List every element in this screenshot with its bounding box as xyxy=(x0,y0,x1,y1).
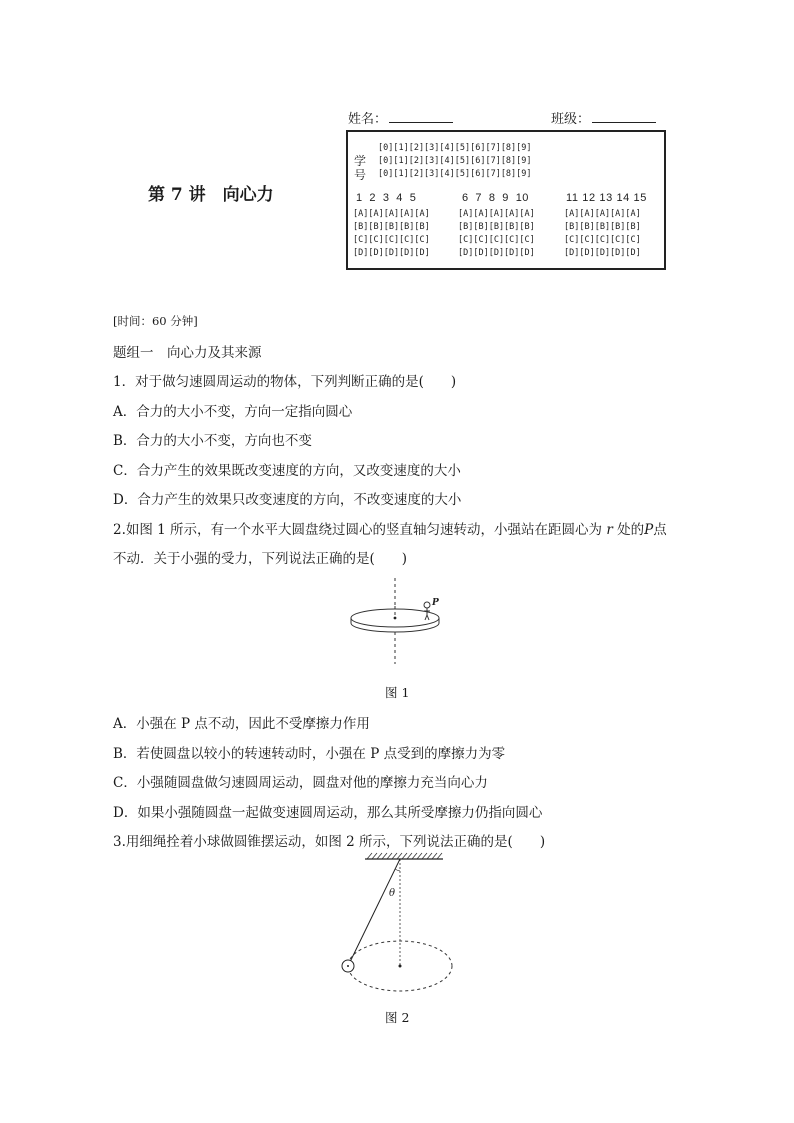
name-label: 姓名： xyxy=(348,112,388,127)
question-numbers-6-10: 6 7 8 9 10 xyxy=(462,192,529,204)
choice-row-c-group1[interactable]: [C][C][C][C][C] xyxy=(353,235,430,245)
figure-2-conical-pendulum xyxy=(335,852,465,1002)
figure-2-caption: 图 2 xyxy=(385,1010,410,1025)
student-id-label-bottom: 号 xyxy=(354,168,367,182)
q1-option-c[interactable]: C．合力产生的效果既改变速度的方向，又改变速度的大小 xyxy=(113,463,461,479)
choice-row-d-group3[interactable]: [D][D][D][D][D] xyxy=(564,248,641,258)
disc-center-dot xyxy=(394,617,397,620)
theta-label: θ xyxy=(389,888,396,899)
figure-1-caption: 图 1 xyxy=(385,685,410,700)
choice-row-c-group3[interactable]: [C][C][C][C][C] xyxy=(564,235,641,245)
q1-option-a[interactable]: A．合力的大小不变，方向一定指向圆心 xyxy=(113,404,353,420)
student-id-row-2[interactable]: [0][1][2][3][4][5][6][7][8][9] xyxy=(378,156,532,166)
q2-stem-text-a: 2.如图 1 所示，有一个水平大圆盘绕过圆心的竖直轴匀速转动，小强站在距圆心为 xyxy=(113,522,603,538)
time-note: [时间：60 分钟] xyxy=(113,314,198,328)
q2-option-c[interactable]: C．小强随圆盘做匀速圆周运动，圆盘对他的摩擦力充当向心力 xyxy=(113,775,488,791)
class-blank[interactable] xyxy=(592,110,656,123)
lesson-title: 第 7 讲 向心力 xyxy=(148,185,274,205)
choice-row-d-group2[interactable]: [D][D][D][D][D] xyxy=(458,248,535,258)
q2-option-a[interactable]: A．小强在 P 点不动，因此不受摩擦力作用 xyxy=(113,716,370,732)
q1-stem: 1．对于做匀速圆周运动的物体，下列判断正确的是( ) xyxy=(113,374,457,390)
answer-sheet xyxy=(346,130,666,270)
circle-center-dot xyxy=(399,965,402,968)
class-field[interactable] xyxy=(551,108,656,127)
q2-option-d[interactable]: D．如果小强随圆盘一起做变速圆周运动，那么其所受摩擦力仍指向圆心 xyxy=(113,805,543,821)
q2-option-b[interactable]: B．若使圆盘以较小的转速转动时，小强在 P 点受到的摩擦力为零 xyxy=(113,746,506,762)
q2-stem-p: P xyxy=(644,522,654,538)
string xyxy=(349,859,400,964)
q2-stem-line-1 xyxy=(113,518,667,538)
q2-stem-text-c: 点 xyxy=(653,522,667,538)
class-label: 班级： xyxy=(551,112,591,127)
choice-row-c-group2[interactable]: [C][C][C][C][C] xyxy=(458,235,535,245)
name-blank[interactable] xyxy=(389,110,453,123)
choice-row-b-group3[interactable]: [B][B][B][B][B] xyxy=(564,222,641,232)
choice-row-a-group2[interactable]: [A][A][A][A][A] xyxy=(458,209,535,219)
choice-row-b-group2[interactable]: [B][B][B][B][B] xyxy=(458,222,535,232)
name-field[interactable] xyxy=(348,108,453,127)
student-id-row-1[interactable]: [0][1][2][3][4][5][6][7][8][9] xyxy=(378,143,532,153)
point-p-label: P xyxy=(432,598,439,608)
q3-stem: 3.用细绳拴着小球做圆锥摆运动，如图 2 所示，下列说法正确的是( ) xyxy=(113,834,546,850)
q1-option-d[interactable]: D．合力产生的效果只改变速度的方向，不改变速度的大小 xyxy=(113,492,462,508)
q2-stem-line-2: 不动．关于小强的受力，下列说法正确的是( ) xyxy=(113,551,408,567)
q1-option-b[interactable]: B．合力的大小不变，方向也不变 xyxy=(113,433,312,449)
q2-stem-text-b: 处的 xyxy=(617,522,645,538)
choice-row-a-group3[interactable]: [A][A][A][A][A] xyxy=(564,209,641,219)
choice-row-d-group1[interactable]: [D][D][D][D][D] xyxy=(353,248,430,258)
question-numbers-1-5: 1 2 3 4 5 xyxy=(356,192,417,204)
ceiling-hatch xyxy=(365,853,443,859)
student-id-label-top: 学 xyxy=(354,154,367,168)
choice-row-a-group1[interactable]: [A][A][A][A][A] xyxy=(353,209,430,219)
figure-1-disc xyxy=(345,578,455,668)
q2-stem-r: r xyxy=(606,522,613,538)
student-id-row-3[interactable]: [0][1][2][3][4][5][6][7][8][9] xyxy=(378,169,532,179)
choice-row-b-group1[interactable]: [B][B][B][B][B] xyxy=(353,222,430,232)
section-title: 题组一 向心力及其来源 xyxy=(113,345,262,361)
question-numbers-11-15: 11 12 13 14 15 xyxy=(566,192,647,204)
